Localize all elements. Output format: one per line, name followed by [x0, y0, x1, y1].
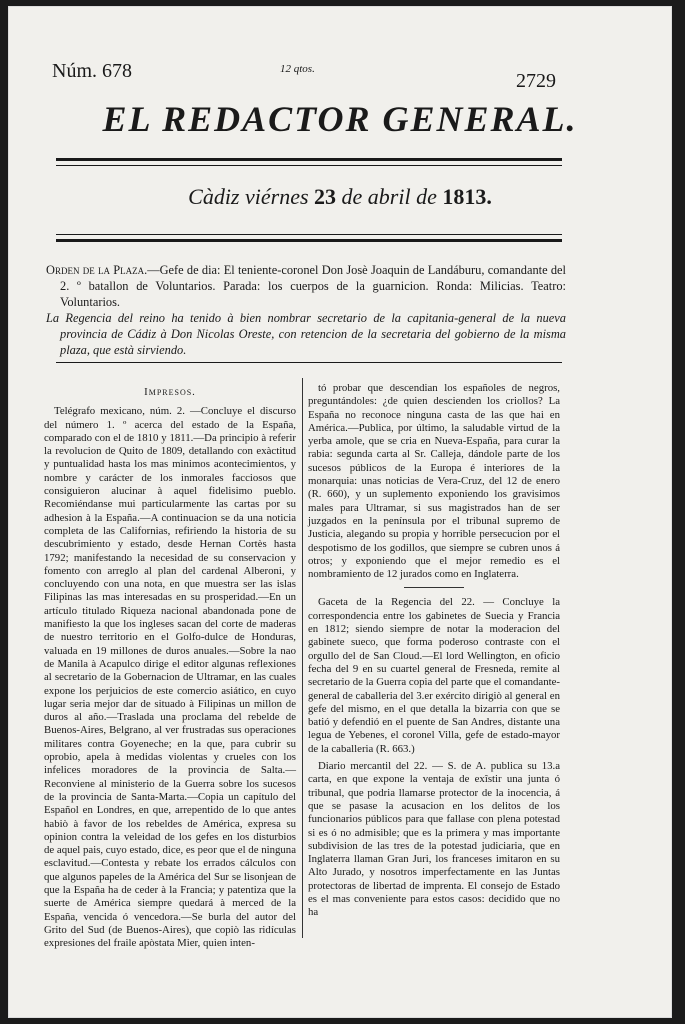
short-separator [404, 587, 464, 588]
price-note: 12 qtos. [280, 63, 315, 75]
diario-paragraph: Diario mercantil del 22. — S. de A. publica su 13.a carta, en que expone la ventaja de exîstir una junta ó tribunal, que podria llamarse protector de la inocencia, á que se pasase la acusacion en los delitos de los funcionarios públicos para que fallase con plena potestad si es ó no admisible; que es la primera y mas importante subdivision de las tres de la potestad judiciaria, que en Inglaterra llaman Gran Juri, los franceses imitaron en su Alto Jurado, y nosotros imperfectamente en las Juntas protectoras de libertad de imprenta. El consejo de Estado es el mas conveniente para estos casos: decidido que no ha [308, 760, 560, 919]
left-column [44, 386, 296, 954]
rule-thin-top [56, 165, 562, 166]
right-column [308, 382, 560, 924]
continuation-paragraph: tó probar que descendian los españoles de negros, preguntándoles: ¿de quien descienden los criollos? La España no reconoce ninguna casta de las que hai en América.—Publica, por último, la saludable virtud de la yerba amole, que se cria en Nueva-España, para curar la rabia: segunda carta al Sr. Calleja, dándole parte de los sucesos públicos de la Europa é interiores de la monarquia: unas noticias de Vera-Cruz, del 12 de enero (R. 660), y un suplemento exponiendo los gravisimos males para Ultramar, si sus magistrados han de ser juzgados en la península por el tribunal supremo de Justicia, alegando su propia y horrible persecucion por el despotismo de los godillos, que siempre se cubren unos á otros; y exponiendo que el mejor remedio es el nombramiento de 12 jurados como en Inglaterra. [308, 382, 560, 581]
orden-text: —Gefe de dia: El teniente-coronel Don Josè Joaquin de Landáburu, comandante del 2. º batallon de Voluntarios. Parada: los cuerpos de la guarnicion. Ronda: Milicias. Teatro: Voluntarios. [60, 263, 566, 309]
dateline-day: 23 [314, 184, 337, 209]
orden-paragraph [46, 262, 566, 310]
regencia-notice: La Regencia del reino ha tenido à bien nombrar secretario de la capitania-general de la nueva provincia de Cádiz à Don Nicolas Oreste, con retencion de la secretaria del gobierno de la misma plaza, que està sirviendo. [46, 311, 566, 357]
telegrafo-paragraph: Telégrafo mexicano, núm. 2. —Concluye el discurso del número 1. º acerca del estado de la España, comparado con el de 1810 y 1811.—Da principio à referir la revolucion de Quito de 1809, detallando con exàctitud y puntualidad hasta los mas minimos acontecimientos, y nombre y carácter de los inmorales facciosos que consiguieron alucinar à aquel fidelisimo pueblo. Recomiéndanse mui particularmente las cartas por su adhesion à la España.—A continuacion se da una noticia completa de las Californias, refiriendo la historia de su descubrimiento y estado, desde Hernan Cortès hasta 1792; manifestando la necesidad de su conservacion y fomento con arreglo al plan del cardenal Alberoni, y concluyendo con una nota, en que muestra ser las islas Filipinas las mas interesadas en su prosperidad.—En un artículo titulado Riqueza nacional abandonada pone de manifiesto la que los ingleses sacan del corte de maderas de nuestro territorio en el Golfo-dulce de Honduras, valuada en 19 millones de duros anuales.—Sobre la nao de Manila à Acapulco dirige el editor algunas reflexiones al secretario de la Gobernacion de Ultramar, en las cuales expone los perjuicios de este comercio asiático, en cuyo lugar seria mejor dar de situado à Filipinas un millon de duros al año.—Traslada una proclama del rebelde de Buenos-Aires, Belgrano, al ver frustradas sus operaciones militares contra Goyeneche; en la que, para cubrir su oprobio, apela à medidas violentas y crueles con los infelices moradores de la provincia de Salta.—Reconviene al ministerio de la Guerra sobre los sucesos de la provincia de Santa-Marta.—Copia un capítulo del Español en Londres, en que, arrepentido de lo que antes habiò à favor de los rebeldes de América, expresa su opinion contra la veleidad de los gefes en los disturbios de aquel pais, cuyo estado, dice, es peor que el de ninguna esclavitud.—Contesta y rebate los errados cálculos con que algunos papeles de la América del Sur se lisonjean de que la España ha de ceder à la Francia; y patentiza que la suerte de América siempre quedará à merced de la España, vencida ó vencedora.—Se burla del autor del Grito del Sud (de Buenos-Aires), que copiò las ridículas expresiones del fraile apòstata Mier, quien inten- [44, 405, 296, 950]
section-divider [56, 362, 562, 363]
gaceta-paragraph: Gaceta de la Regencia del 22. — Concluye la correspondencia entre los gabinetes de Suecia y Francia en 1812; siendo siempre de notar la moderacion del gabinete sueco, que forma poderoso contraste con el orgullo del de San Cloud.—El lord Wellington, en oficio fecha del 9 en su cuartel general de Fresneda, remite al secretario de la Guerra copia del parte que el comandante-general de caballeria del 3.er exército dirigiò al general en gefe del mismo, en el que detalla la bizarria con que se batió y defendió en el puente de San Andres, distante una legua de Yebenes, el coronel Villa, gefe de estado-mayor de la caballeria (R. 663.) [308, 596, 560, 755]
rule-thick-bottom [56, 239, 562, 242]
issue-number: Núm. 678 [52, 60, 132, 82]
impresos-heading: Impresos. [144, 386, 196, 398]
column-divider [302, 378, 303, 938]
orden-label: Orden de la Plaza. [46, 263, 148, 277]
newspaper-page [8, 6, 672, 1018]
rule-thin-bottom [56, 234, 562, 235]
masthead-title: EL REDACTOR GENERAL. [102, 99, 578, 139]
dateline-year: 1813. [442, 184, 492, 209]
orden-section [46, 262, 566, 358]
dateline [8, 184, 672, 210]
rule-thick-top [56, 158, 562, 161]
dateline-middle: de abril de [336, 184, 443, 209]
dateline-prefix: Càdiz viérnes [188, 184, 315, 209]
page-number: 2729 [516, 70, 556, 92]
